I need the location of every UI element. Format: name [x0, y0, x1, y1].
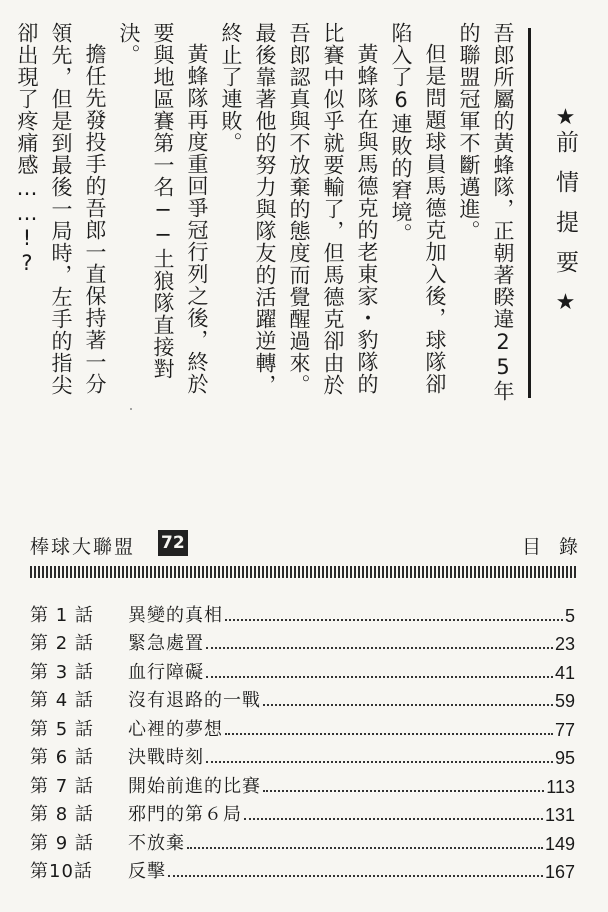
- chapter-list: [30, 598, 575, 883]
- chapter-row[interactable]: [30, 798, 575, 827]
- dot-leader: [206, 647, 553, 649]
- chapter-page: 149: [544, 833, 575, 854]
- heading-char: 提: [552, 210, 578, 250]
- dot-leader: [206, 761, 553, 763]
- chapter-row[interactable]: [30, 684, 575, 713]
- synopsis-divider: [528, 28, 531, 398]
- chapter-number: 第 1 話: [30, 604, 94, 626]
- chapter-number: 第 9 話: [30, 832, 94, 854]
- toc-header: [30, 530, 596, 560]
- synopsis-paragraph: 黃蜂隊再度重回爭冠行列之後，終於要與地區賽第一名──土狼隊直接對決。: [117, 22, 209, 395]
- heading-char: 要: [552, 250, 578, 290]
- chapter-number: 第 6 話: [30, 747, 94, 768]
- chapter-title: 異變的真相: [128, 604, 223, 626]
- heading-char: 情: [552, 170, 578, 210]
- chapter-title: 不放棄: [128, 832, 185, 854]
- series-title: 棒球大聯盟: [30, 536, 136, 558]
- synopsis-paragraph: 黃蜂隊在與馬德克的老東家・豹隊的比賽中似乎就要輸了，但馬德克卻由於吾郎認真與不放棄的態度而覺醒過來。最後靠著他的努力與隊友的活躍逆轉，終止了連敗。: [219, 22, 379, 396]
- chapter-row[interactable]: [30, 712, 575, 741]
- chapter-row[interactable]: [30, 598, 575, 627]
- chapter-row[interactable]: [30, 855, 575, 884]
- chapter-title: 緊急處置: [128, 633, 204, 654]
- chapter-title: 決戰時刻: [128, 747, 204, 768]
- chapter-page: 95: [554, 748, 575, 768]
- chapter-title: 反擊: [128, 861, 166, 882]
- chapter-row[interactable]: [30, 627, 575, 656]
- chapter-title: 心裡的夢想: [128, 718, 223, 740]
- chapter-number: 第 7 話: [30, 775, 94, 797]
- dot-leader: [225, 733, 553, 735]
- toc-label: 目錄: [521, 536, 596, 558]
- chapter-page: 131: [544, 805, 575, 825]
- heading-char: 前: [552, 130, 578, 170]
- dot-leader: [187, 847, 543, 849]
- dot-leader: [206, 676, 553, 678]
- dot-leader: [225, 619, 563, 621]
- chapter-page: 23: [554, 634, 575, 654]
- chapter-number: 第 2 話: [30, 633, 94, 654]
- chapter-page: 167: [544, 862, 575, 882]
- chapter-number: 第 4 話: [30, 690, 94, 711]
- synopsis-paragraph: 吾郎所屬的黃蜂隊，正朝著睽違25年的聯盟冠軍不斷邁進。: [457, 22, 515, 402]
- speck-mark: [130, 408, 132, 410]
- chapter-page: 77: [554, 719, 575, 740]
- dot-leader: [244, 818, 543, 820]
- hatched-divider: [30, 566, 578, 578]
- dot-leader: [168, 875, 543, 877]
- chapter-title: 沒有退路的一戰: [128, 690, 261, 711]
- dot-leader: [263, 790, 544, 792]
- chapter-number: 第 8 話: [30, 804, 94, 825]
- dot-leader: [263, 704, 553, 706]
- chapter-number: 第10話: [30, 861, 93, 882]
- chapter-number: 第 3 話: [30, 661, 94, 683]
- synopsis-paragraph: 但是問題球員馬德克加入後，球隊卻陷入了6連敗的窘境。: [389, 22, 447, 395]
- volume-badge: 72: [158, 530, 188, 556]
- chapter-row[interactable]: [30, 741, 575, 770]
- chapter-row[interactable]: [30, 826, 575, 855]
- chapter-page: 41: [554, 662, 575, 683]
- chapter-page: 59: [554, 691, 575, 711]
- synopsis-heading: [546, 70, 584, 350]
- chapter-row[interactable]: [30, 655, 575, 684]
- chapter-number: 第 5 話: [30, 718, 94, 740]
- synopsis-text: [10, 22, 520, 402]
- chapter-title: 邪門的第６局: [128, 804, 242, 825]
- chapter-title: 開始前進的比賽: [128, 775, 261, 797]
- chapter-title: 血行障礙: [128, 661, 204, 683]
- chapter-page: 5: [564, 605, 575, 626]
- chapter-row[interactable]: [30, 769, 575, 798]
- star-icon: ★: [553, 105, 578, 130]
- chapter-page: 113: [546, 776, 575, 797]
- star-icon: ★: [553, 290, 578, 315]
- synopsis-paragraph: 擔任先發投手的吾郎一直保持著一分領先，但是到最後一局時，左手的指尖卻出現了疼痛感……!?: [15, 22, 107, 396]
